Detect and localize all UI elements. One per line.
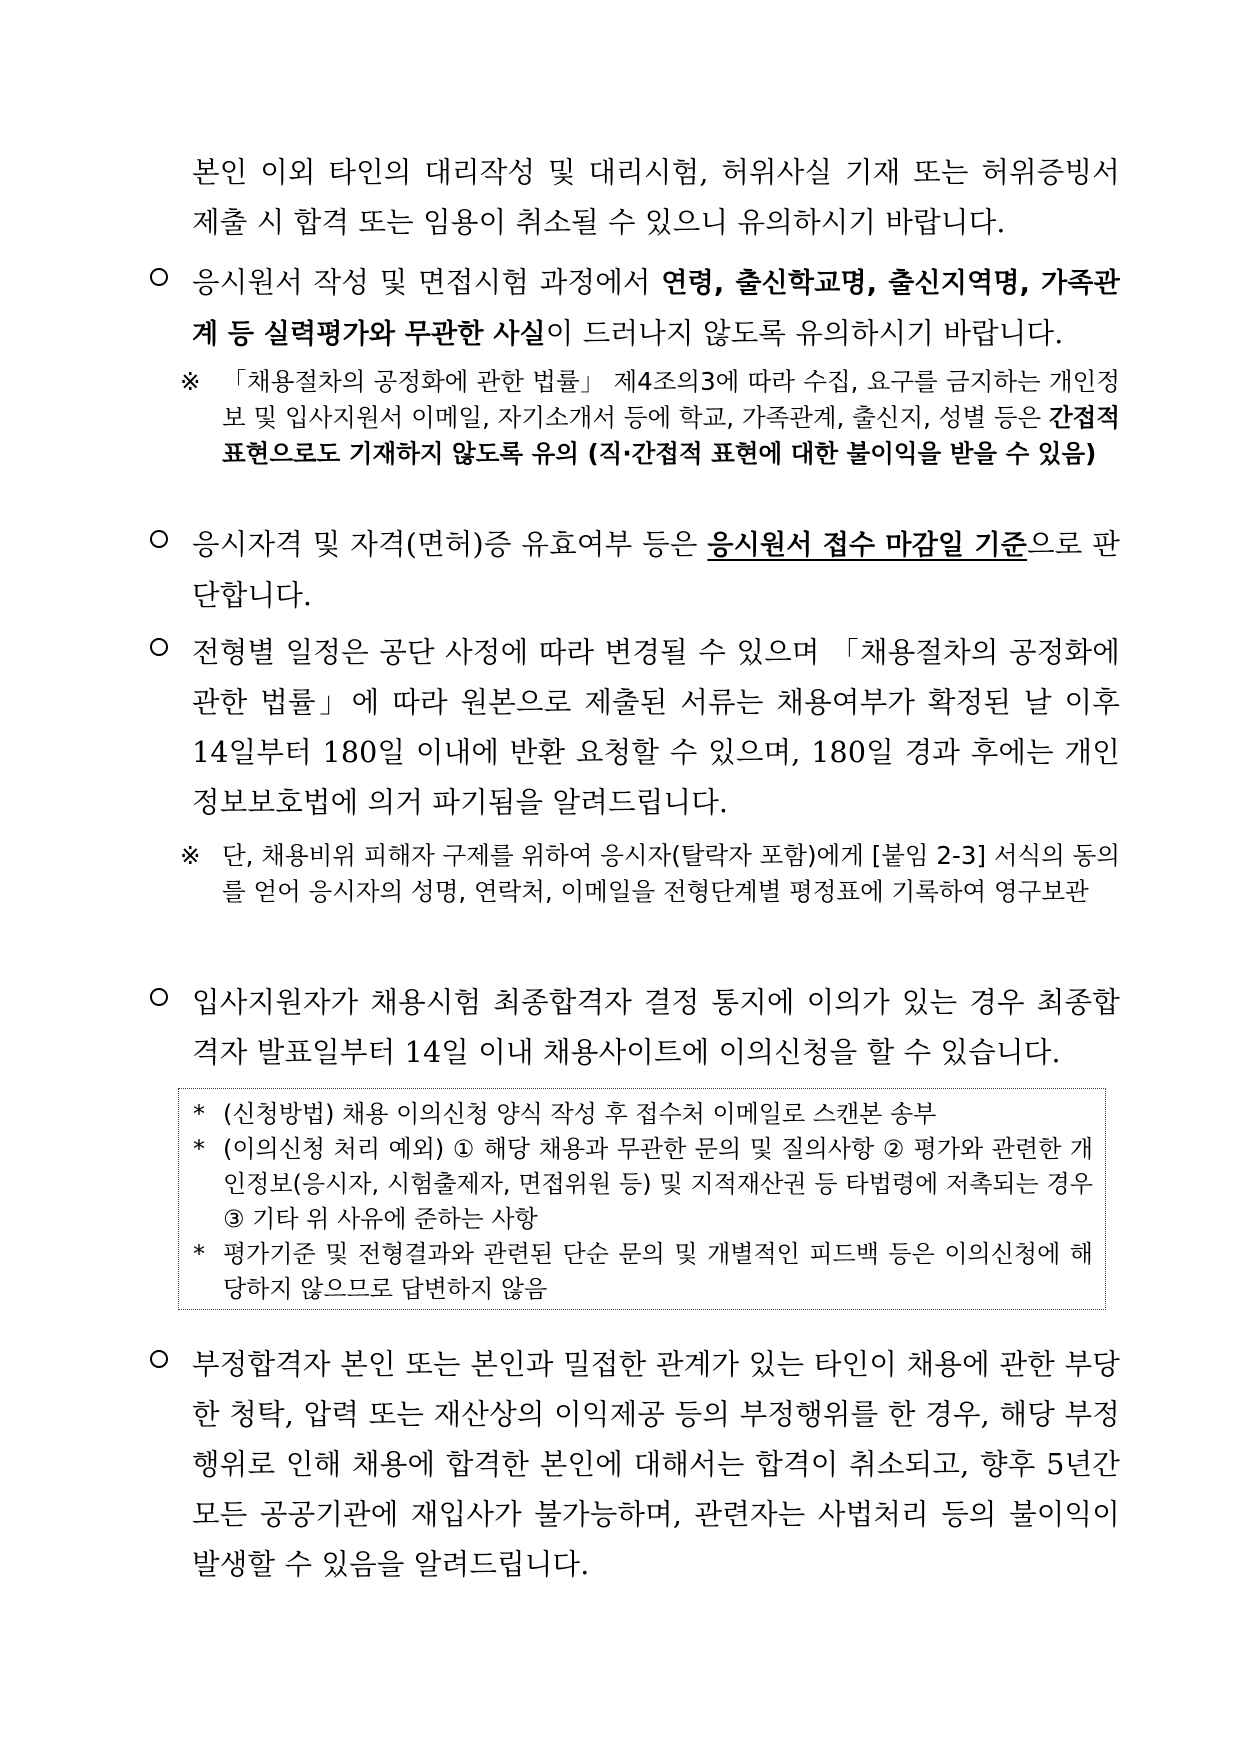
list-item bbox=[150, 258, 1120, 360]
asterisk-icon: * bbox=[193, 1135, 205, 1163]
circle-bullet-icon bbox=[150, 628, 178, 666]
note-text: 단, 채용비위 피해자 구제를 위하여 응시자(탈락자 포함)에게 [붙임 2-3] 서식의 동의를 얻어 응시자의 성명, 연락처, 이메일을 전형단계별 평정표에 기록하여 영구보관 bbox=[222, 841, 1120, 906]
box-item: * 평가기준 및 전형결과와 관련된 단순 문의 및 개별적인 피드백 등은 이의신청에 해당하지 않으므로 답변하지 않음 bbox=[193, 1237, 1093, 1307]
note-item bbox=[180, 838, 1120, 910]
circle-bullet-icon bbox=[150, 258, 178, 296]
box-item: * (신청방법) 채용 이의신청 양식 작성 후 접수처 이메일로 스캔본 송부 bbox=[193, 1097, 1093, 1132]
box-item: * (이의신청 처리 예외) ① 해당 채용과 무관한 문의 및 질의사항 ② 평가와 관련한 개인정보(응시자, 시험출제자, 면접위원 등) 및 지적재산권 등 타법령에 저촉되는 경우 ③ 기타 위 사유에 준하는 사항 bbox=[193, 1132, 1093, 1237]
circle-bullet-icon bbox=[150, 978, 178, 1016]
list-item bbox=[150, 520, 1120, 621]
list-item-text: 응시자격 및 자격(면허)증 유효여부 등은 응시원서 접수 마감일 기준으로 판단합니다. bbox=[192, 528, 1121, 612]
underlined-emphasis-text: 응시원서 접수 마감일 기준 bbox=[707, 530, 1027, 561]
note-text: 「채용절차의 공정화에 관한 법률」 제4조의3에 따라 수집, 요구를 금지하는 개인정보 및 입사지원서 이메일, 자기소개서 등에 학교, 가족관계, 출신지, 성별 등은 간접적 표현으로도 기재하지 않도록 유의 (직·간접적 표현에 대한 불이익을 받을 수 있음) bbox=[222, 367, 1120, 468]
objection-notes-box bbox=[178, 1088, 1106, 1310]
intro-text: 본인 이외 타인의 대리작성 및 대리시험, 허위사실 기재 또는 허위증빙서 제출 시 합격 또는 임용이 취소될 수 있으니 유의하시기 바랍니다. bbox=[192, 156, 1120, 239]
list-item-text: 응시원서 작성 및 면접시험 과정에서 연령, 출신학교명, 출신지역명, 가족관계 등 실력평가와 무관한 사실이 드러나지 않도록 유의하시기 바랍니다. bbox=[192, 266, 1120, 350]
note-item bbox=[180, 364, 1120, 472]
circle-bullet-icon bbox=[150, 520, 178, 558]
emphasis-text: 연령, 출신학교명, 출신지역명, 가족관계 등 실력평가와 무관한 사실 bbox=[192, 268, 1120, 350]
asterisk-icon: * bbox=[193, 1240, 205, 1268]
list-item-text: 부정합격자 본인 또는 본인과 밀접한 관계가 있는 타인이 채용에 관한 부당한 청탁, 압력 또는 재산상의 이익제공 등의 부정행위를 한 경우, 해당 부정행위로 인해 채용에 합격한 본인에 대해서는 합격이 취소되고, 향후 5년간 모든 공공기관에 재입사가 불가능하며, 관련자는 사법처리 등의 불이익이 발생할 수 있음을 알려드립니다. bbox=[192, 1348, 1120, 1581]
list-item-text: 전형별 일정은 공단 사정에 따라 변경될 수 있으며 「채용절차의 공정화에 관한 법률」에 따라 원본으로 제출된 서류는 채용여부가 확정된 날 이후 14일부터 180일 이내에 반환 요청할 수 있으며, 180일 경과 후에는 개인정보보호법에 의거 파기됨을 알려드립니다. bbox=[192, 636, 1120, 819]
list-item bbox=[150, 1340, 1120, 1590]
list-item bbox=[150, 978, 1120, 1078]
circle-bullet-icon bbox=[150, 1340, 178, 1378]
asterisk-icon: * bbox=[193, 1100, 205, 1128]
note-emphasis-text: 간접적 표현으로도 기재하지 않도록 유의 (직·간접적 표현에 대한 불이익을 받을 수 있음) bbox=[222, 403, 1120, 468]
reference-mark-icon: ※ bbox=[180, 841, 201, 870]
list-item-text: 입사지원자가 채용시험 최종합격자 결정 통지에 이의가 있는 경우 최종합격자 발표일부터 14일 이내 채용사이트에 이의신청을 할 수 있습니다. bbox=[192, 986, 1120, 1069]
list-item bbox=[150, 628, 1120, 828]
intro-paragraph bbox=[150, 148, 1120, 248]
reference-mark-icon: ※ bbox=[180, 367, 201, 396]
